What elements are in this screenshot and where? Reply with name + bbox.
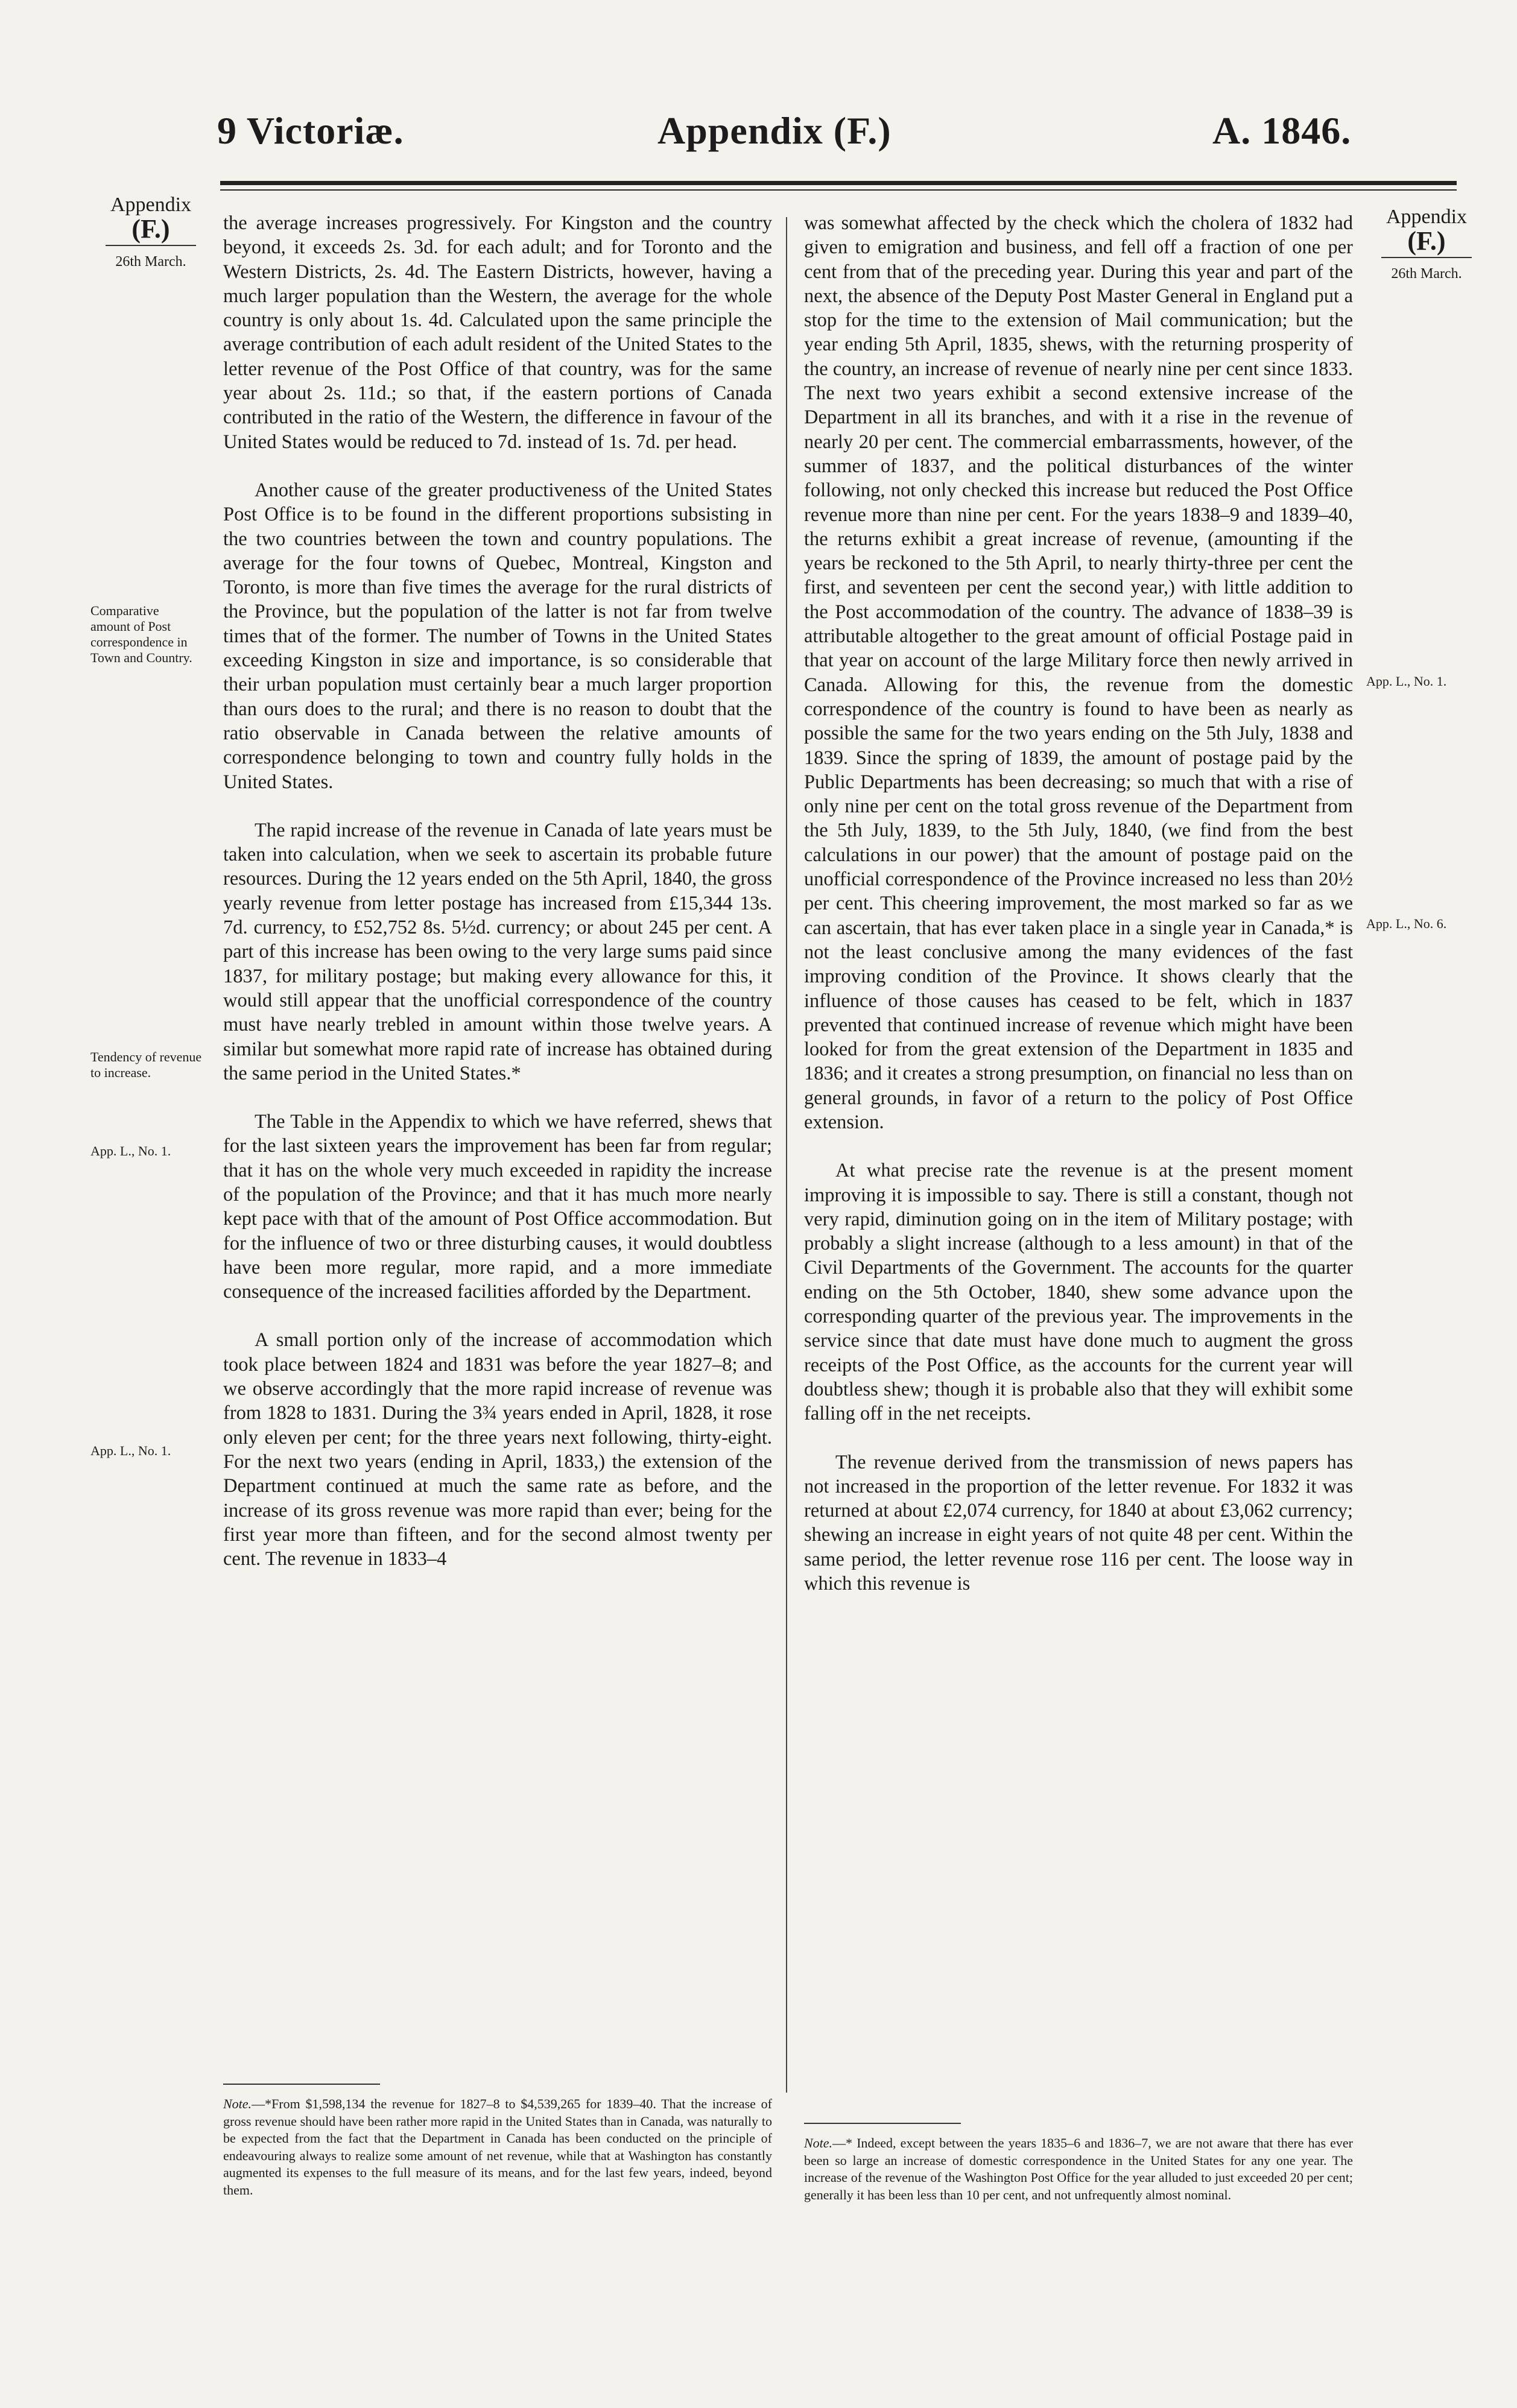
- footnote-label: Note.: [804, 2135, 833, 2150]
- margin-appendix-title: Appendix: [110, 194, 192, 216]
- paragraph: The rapid increase of the revenue in Canada of late years must be taken into calculation, when we seek to ascertain its probable future resources. During the 12 years ended on the 5th April, 1840, the gross yearly revenue from letter postage has increased from £15,344 13s. 7d. currency, to £52,752 8s. 5½d. currency; or about 245 per cent. A part of this increase has been owing to the very large sums paid since 1837, for military postage; but making every allowance for this, it would still appear that the unofficial correspondence of the country must have nearly trebled in amount within those twelve years. A similar but somewhat more rapid rate of increase has obtained during the same period in the United States.*: [223, 819, 772, 1084]
- footnote-label: Note.: [223, 2096, 252, 2111]
- footnote-text: —* Indeed, except between the years 1835–6 and 1836–7, we are not aware that there has ever been so large an increase of domestic correspondence in the United States for any one year. The increase of the revenue of the Washington Post Office for the year alluded to just exceeded 20 per cent; generally it has been less than 10 per cent, and not unfrequently almost nominal.: [804, 2135, 1353, 2202]
- paragraph: At what precise rate the revenue is at the present moment improving it is impossible to say. There is still a constant, though not very rapid, diminution going on in the item of Military postage; with probably a slight increase (although to a less amount) in that of the Civil Departments of the Government. The accounts for the quarter ending on the 5th October, 1840, shew some advance upon the corresponding quarter of the previous year. The improvements in the service since that date must have done much to augment the gross receipts of the Post Office, as the accounts for the current year will doubtless shew; though it is probable also that they will exhibit some falling off in the net receipts.: [804, 1160, 1353, 1425]
- footnote-text: —*From $1,598,134 the revenue for 1827–8 to $4,539,265 for 1839–40. That the increase of gross revenue should have been rather more rapid in the United States than in Canada, was naturally to be expected from the fact that the Department in Canada has been conducted on the principle of endeavouring always to realize some amount of net revenue, while that at Washington has constantly augmented its expenses to the full measure of its means, and for the last few years, indeed, beyond them.: [223, 2096, 772, 2198]
- right-column: [804, 211, 1353, 1620]
- paragraph: The revenue derived from the transmission of news papers has not increased in the proportion of the letter revenue. For 1832 it was returned at about £2,074 currency, for 1840 at about £3,062 currency; shewing an increase in eight years of not quite 48 per cent. Within the same period, the letter revenue rose 116 per cent. The loose way in which this revenue is: [804, 1451, 1353, 1595]
- paragraph: the average increases progressively. For Kingston and the country beyond, it exceeds 2s. 3d. for each adult; and for Toronto and the Western Districts, 2s. 4d. The Eastern Districts, however, having a much larger population than the Western, the average for the whole country is only about 1s. 4d. Calculated upon the same principle the average contribution of each adult resident of the United States to the letter revenue of the Post Office of that country, was for the same year about 2s. 11d.; so that, if the eastern portions of Canada contributed in the ratio of the Western, the difference in favour of the United States would be reduced to 7d. instead of 1s. 7d. per head.: [223, 212, 772, 453]
- margin-appendix-left: [90, 193, 211, 274]
- margin-appendix-letter: (F.): [131, 214, 170, 244]
- margin-ref-1: App. L., No. 1.: [90, 1143, 171, 1158]
- footnote-rule: [223, 2084, 380, 2085]
- left-column: [223, 211, 772, 1595]
- column-divider: [786, 217, 787, 2093]
- margin-appendix-letter: (F.): [1407, 226, 1446, 256]
- margin-appendix-date: 26th March.: [106, 245, 196, 274]
- margin-ref-4: App. L., No. 6.: [1366, 916, 1447, 931]
- page-header: [0, 109, 1517, 175]
- header-right: A. 1846.: [1212, 109, 1352, 152]
- header-rule-thin: [220, 189, 1457, 191]
- margin-appendix-date: 26th March.: [1381, 257, 1472, 286]
- margin-ref-3: App. L., No. 1.: [1366, 674, 1447, 689]
- header-left: 9 Victoriæ.: [217, 109, 404, 152]
- margin-comparative: Comparative amount of Post correspondence in Town and Country.: [90, 603, 192, 665]
- footnote-rule: [804, 2123, 961, 2124]
- margin-ref-2: App. L., No. 1.: [90, 1443, 171, 1458]
- paragraph: Another cause of the greater productiveness of the United States Post Office is to be found in the different proportions subsisting in the two countries between the town and country populations. The average for the four towns of Quebec, Montreal, Kingston and Toronto, is more than five times the average for the rural districts of the Province, but the population of the latter is not far from twelve times that of the former. The number of Towns in the United States exceeding Kingston in size and importance, is so considerable that their urban population must certainly bear a much larger proportion than ours does to the rural; and there is no reason to doubt that the ratio observable in Canada between the relative amounts of correspondence belonging to town and country fully holds in the United States.: [223, 479, 772, 793]
- header-title: Appendix (F.): [657, 109, 892, 152]
- margin-appendix-right: [1366, 205, 1487, 286]
- header-rule: [220, 181, 1457, 185]
- paragraph: A small portion only of the increase of accommodation which took place between 1824 and 1831 was before the year 1827–8; and we observe accordingly that the more rapid increase of revenue was from 1828 to 1831. During the 3¾ years ended in April, 1828, it rose only eleven per cent; for the three years next following, thirty-eight. For the next two years (ending in April, 1833,) the extension of the Department continued at much the same rate as before, and the increase of its gross revenue was more rapid than ever; being for the first year more than fifteen, and for the second almost twenty per cent. The revenue in 1833–4: [223, 1329, 772, 1570]
- paragraph: was somewhat affected by the check which the cholera of 1832 had given to emigration and business, and fell off a fraction of one per cent from that of the preceding year. During this year and part of the next, the absence of the Deputy Post Master General in England put a stop for the time to the extension of Mail communication; but the year ending 5th April, 1835, shews, with the returning prosperity of the country, an increase of revenue of nearly nine per cent since 1833. The next two years exhibit a second extensive increase of the Department in all its branches, and with it a rise in the revenue of nearly 20 per cent. The commercial embarrassments, however, of the summer of 1837, and the political disturbances of the winter following, not only checked this increase but reduced the Post Office revenue more than nine per cent. For the years 1838–9 and 1839–40, the returns exhibit a great increase of revenue, (amounting if the years be reckoned to the 5th April, to nearly thirty-three per cent the first, and seventeen per cent the second year,) with little addition to the Post accommodation of the country. The advance of 1838–39 is attributable altogether to the great amount of official Postage paid in that year on account of the large Military force then newly arrived in Canada. Allowing for this, the revenue from the domestic correspondence of the country is found to have been as nearly as possible the same for the two years ending on the 5th July, 1838 and 1839. Since the spring of 1839, the amount of postage paid by the Public Departments has been decreasing; so much that with a rise of only nine per cent on the total gross revenue of the Department from the 5th July, 1839, to the 5th July, 1840, (we find from the best calculations in our power) that the amount of postage paid on the unofficial correspondence of the Province increased no less than 20½ per cent. This cheering improvement, the most marked so far as we can ascertain, that has ever taken place in a single year in Canada,* is not the least conclusive among the many evidences of the fast improving condition of the Province. It shows clearly that the influence of those causes has ceased to be felt, which in 1837 prevented that continued increase of revenue which might have been looked for from the great extension of the Department in 1835 and 1836; and it creates a strong presumption, on financial no less than on general grounds, in favor of a return to the policy of Post Office extension.: [804, 212, 1353, 1133]
- margin-appendix-title: Appendix: [1386, 206, 1468, 228]
- footnote-right: [804, 2135, 1353, 2204]
- paragraph: The Table in the Appendix to which we have referred, shews that for the last sixteen years the improvement has been far from regular; that it has on the whole very much exceeded in rapidity the increase of the population of the Province; and that it has much more nearly kept pace with that of the amount of Post Office accommodation. But for the influence of two or three disturbing causes, it would doubtless have been more regular, more rapid, and a more immediate consequence of the increased facilities afforded by the Department.: [223, 1111, 772, 1303]
- margin-tendency: Tendency of revenue to increase.: [90, 1049, 202, 1080]
- footnote-left: [223, 2096, 772, 2199]
